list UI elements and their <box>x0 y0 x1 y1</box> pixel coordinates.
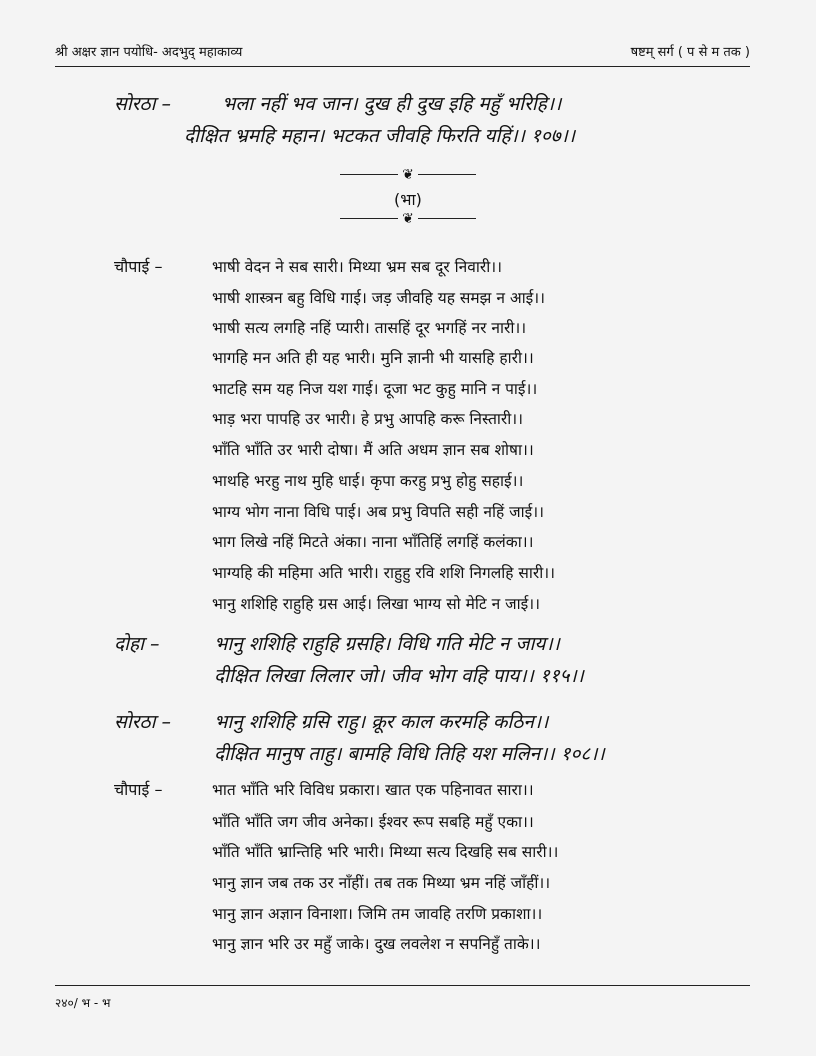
verse-line: भाग्य भोग नाना विधि पाई। अब प्रभु विपति सही नहिं जाई।। <box>212 503 545 521</box>
verse-line: भाग्यहि की महिमा अति भारी। राहुहु रवि शशि निगलहि सारी।। <box>212 564 555 582</box>
verse-line: दीक्षित भ्रमहि महान। भटकत जीवहि फिरति यहिं।। १०७।। <box>184 125 576 147</box>
verse-line: दीक्षित लिखा लिलार जो। जीव भोग वहि पाय।। ११५।। <box>214 665 584 687</box>
verse-line: भागहि मन अति ही यह भारी। मुनि ज्ञानी भी यासहि हारी।। <box>212 349 534 367</box>
verse-line: भाषी वेदन ने सब सारी। मिथ्या भ्रम सब दूर निवारी।। <box>212 258 503 276</box>
flourish-icon: ❦ <box>402 210 414 227</box>
verse-line: भला नहीं भव जान। दुख ही दुख इहि महुँ भरिहि।। <box>222 93 562 115</box>
header-rule <box>55 66 750 67</box>
verse-line: भानु ज्ञान अज्ञान विनाशा। जिमि तम जावहि तरणि प्रकाशा।। <box>212 905 543 923</box>
verse-line: भाँति भाँति उर भारी दोषा। मैं अति अधम ज्ञान सब शोषा।। <box>212 441 534 459</box>
verse-line: भानु शशिहि ग्रसि राहु। क्रूर काल करमहि कठिन।। <box>214 711 549 733</box>
sortha-label: सोरठा – <box>114 711 172 733</box>
chaupai-label: चौपाई – <box>114 257 163 276</box>
flourish-icon: ❦ <box>402 166 414 183</box>
footer-rule <box>55 985 750 986</box>
book-title: श्री अक्षर ज्ञान पयोधि- अदभुद् महाकाव्य <box>55 45 243 60</box>
verse-line: भाथहि भरहु नाथ मुहि धाई। कृपा करहु प्रभु होहु सहाई।। <box>212 472 524 490</box>
sortha-label: सोरठा – <box>114 93 172 115</box>
chapter-title: षष्टम् सर्ग ( प से म तक ) <box>630 45 750 60</box>
verse-line: भात भाँति भरि विविध प्रकारा। खात एक पहिनावत सारा।। <box>212 781 534 799</box>
running-header <box>55 42 750 64</box>
verse-line: भानु ज्ञान जब तक उर नाँहीं। तब तक मिथ्या भ्रम नहिं जाँहीं।। <box>212 874 551 892</box>
verse-line: भाग लिखे नहिं मिटते अंका। नाना भाँतिहिं लगहिं कलंका।। <box>212 533 534 551</box>
verse-line: भाटहि सम यह निज यश गाई। दूजा भट कुहु मानि न पाई।। <box>212 380 538 398</box>
verse-line: भाषी शास्त्रन बहु विधि गाई। जड़ जीवहि यह समझ न आई।। <box>212 289 546 307</box>
verse-line: भाड़ भरा पापहि उर भारी। हे प्रभु आपहि करू निस्तारी।। <box>212 410 524 428</box>
chaupai-label: चौपाई – <box>114 780 163 799</box>
section-ornament-top <box>0 164 816 183</box>
verse-line: भाँति भाँति जग जीव अनेका। ईश्वर रूप सबहि महुँ एका।। <box>212 813 534 831</box>
verse-line: दीक्षित मानुष ताहु। बामहि विधि तिहि यश मलिन।। १०८।। <box>214 743 605 765</box>
verse-line: भाषी सत्य लगहि नहिं प्यारी। तासहिं दूर भगहिं नर नारी।। <box>212 319 527 337</box>
section-ornament-bottom <box>0 208 816 227</box>
verse-line: भानु शशिहि राहुहि ग्रसहि। विधि गति मेटि न जाय।। <box>214 633 560 655</box>
doha-label: दोहा – <box>114 633 160 655</box>
verse-line: भानु शशिहि राहुहि ग्रस आई। लिखा भाग्य सो मेटि न जाई।। <box>212 595 541 613</box>
verse-line: भाँति भाँति भ्रान्तिहि भरि भारी। मिथ्या सत्य दिखहि सब सारी।। <box>212 843 559 861</box>
section-title: (भा) <box>394 190 422 209</box>
page-number: २४०/ भ - भ <box>55 996 111 1010</box>
verse-line: भानु ज्ञान भरि उर महुँ जाके। दुख लवलेश न सपनिहुँ ताके।। <box>212 935 541 953</box>
